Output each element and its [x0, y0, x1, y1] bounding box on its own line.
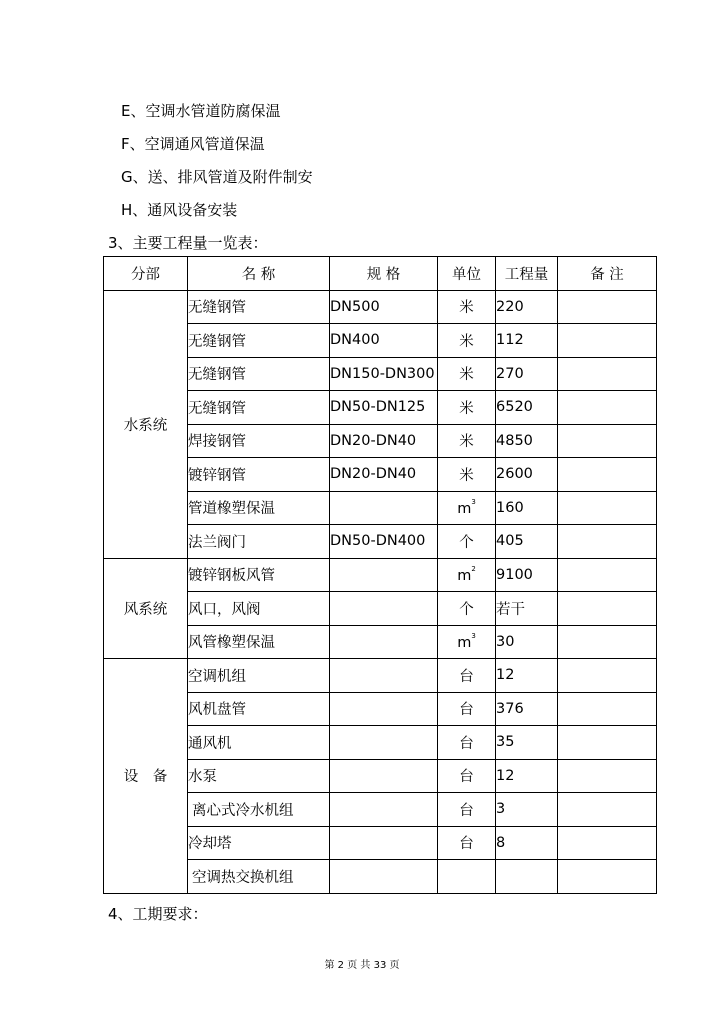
row-note	[558, 290, 657, 324]
row-spec: DN50-DN125	[330, 391, 438, 425]
row-name: 法兰阀门	[188, 525, 330, 559]
row-note	[558, 491, 657, 525]
row-note	[558, 692, 657, 726]
row-name: 无缝钢管	[188, 290, 330, 324]
row-quantity: 2600	[496, 458, 558, 492]
row-name: 镀锌钢板风管	[188, 558, 330, 592]
row-quantity: 160	[496, 491, 558, 525]
row-unit	[438, 558, 496, 592]
row-quantity: 405	[496, 525, 558, 559]
header-group: 分部	[104, 257, 188, 291]
item-e: E、空调水管道防腐保温	[121, 102, 281, 120]
header-spec: 规 格	[330, 257, 438, 291]
row-name: 离心式冷水机组	[188, 793, 330, 827]
row-name: 无缝钢管	[188, 391, 330, 425]
row-note	[558, 759, 657, 793]
section-3-title: 3、主要工程量一览表：	[108, 234, 268, 252]
row-spec	[330, 592, 438, 626]
row-note	[558, 525, 657, 559]
row-spec: DN500	[330, 290, 438, 324]
row-quantity: 12	[496, 659, 558, 693]
row-unit	[438, 860, 496, 894]
row-spec	[330, 659, 438, 693]
row-unit: 台	[438, 759, 496, 793]
row-name: 冷却塔	[188, 826, 330, 860]
row-quantity: 4850	[496, 424, 558, 458]
row-spec	[330, 793, 438, 827]
row-note	[558, 860, 657, 894]
row-note	[558, 625, 657, 659]
row-name: 风管橡塑保温	[188, 625, 330, 659]
row-note	[558, 826, 657, 860]
row-quantity: 112	[496, 324, 558, 358]
row-spec: DN20-DN40	[330, 424, 438, 458]
row-unit: 台	[438, 726, 496, 760]
row-quantity	[496, 860, 558, 894]
row-quantity: 270	[496, 357, 558, 391]
row-quantity: 30	[496, 625, 558, 659]
row-name: 风机盘管	[188, 692, 330, 726]
row-quantity: 12	[496, 759, 558, 793]
row-unit: 米	[438, 357, 496, 391]
unit-superscript: 3	[471, 498, 476, 507]
row-note	[558, 357, 657, 391]
row-note	[558, 592, 657, 626]
row-unit	[438, 491, 496, 525]
unit-superscript: 3	[471, 632, 476, 641]
row-note	[558, 659, 657, 693]
row-spec	[330, 491, 438, 525]
row-note	[558, 726, 657, 760]
table-row	[104, 558, 657, 592]
table-row	[104, 290, 657, 324]
unit-base: m	[457, 501, 472, 518]
row-spec: DN150-DN300	[330, 357, 438, 391]
row-name: 无缝钢管	[188, 357, 330, 391]
header-quantity: 工程量	[496, 257, 558, 291]
row-spec	[330, 558, 438, 592]
group-equipment: 设 备	[104, 659, 188, 894]
row-unit	[438, 625, 496, 659]
row-name: 空调机组	[188, 659, 330, 693]
row-quantity: 35	[496, 726, 558, 760]
row-name: 通风机	[188, 726, 330, 760]
row-quantity: 3	[496, 793, 558, 827]
item-g: G、送、排风管道及附件制安	[121, 168, 313, 186]
row-name: 焊接钢管	[188, 424, 330, 458]
row-name: 管道橡塑保温	[188, 491, 330, 525]
row-unit: 台	[438, 793, 496, 827]
row-name: 水泵	[188, 759, 330, 793]
row-unit: 米	[438, 458, 496, 492]
group-water-system: 水系统	[104, 290, 188, 558]
row-unit: 台	[438, 692, 496, 726]
row-quantity: 若干	[496, 592, 558, 626]
item-h: H、通风设备安装	[121, 201, 238, 219]
row-unit: 米	[438, 391, 496, 425]
row-spec: DN20-DN40	[330, 458, 438, 492]
row-note	[558, 324, 657, 358]
row-quantity: 220	[496, 290, 558, 324]
row-quantity: 6520	[496, 391, 558, 425]
row-unit: 米	[438, 424, 496, 458]
row-spec: DN400	[330, 324, 438, 358]
row-quantity: 9100	[496, 558, 558, 592]
header-unit: 单位	[438, 257, 496, 291]
row-unit: 米	[438, 324, 496, 358]
row-note	[558, 458, 657, 492]
unit-superscript: 2	[471, 565, 476, 574]
row-unit: 个	[438, 592, 496, 626]
group-air-system: 风系统	[104, 558, 188, 659]
row-unit: 台	[438, 659, 496, 693]
table-row	[104, 659, 657, 693]
section-4-title: 4、工期要求：	[108, 905, 208, 923]
row-spec: DN50-DN400	[330, 525, 438, 559]
unit-base: m	[457, 568, 472, 585]
header-name: 名 称	[188, 257, 330, 291]
row-spec	[330, 726, 438, 760]
row-name: 无缝钢管	[188, 324, 330, 358]
row-note	[558, 558, 657, 592]
table-header-row	[104, 257, 657, 291]
page-number: 第 2 页 共 33 页	[324, 960, 400, 971]
row-spec	[330, 860, 438, 894]
row-spec	[330, 826, 438, 860]
row-spec	[330, 759, 438, 793]
row-unit: 个	[438, 525, 496, 559]
row-name: 镀锌钢管	[188, 458, 330, 492]
row-name: 风口，风阀	[188, 592, 330, 626]
row-quantity: 8	[496, 826, 558, 860]
header-note: 备 注	[558, 257, 657, 291]
row-note	[558, 793, 657, 827]
row-name: 空调热交换机组	[188, 860, 330, 894]
quantity-table	[103, 256, 657, 894]
row-unit: 米	[438, 290, 496, 324]
item-f: F、空调通风管道保温	[121, 135, 265, 153]
row-spec	[330, 692, 438, 726]
unit-base: m	[457, 635, 472, 652]
row-unit: 台	[438, 826, 496, 860]
row-spec	[330, 625, 438, 659]
row-note	[558, 424, 657, 458]
row-quantity: 376	[496, 692, 558, 726]
row-note	[558, 391, 657, 425]
